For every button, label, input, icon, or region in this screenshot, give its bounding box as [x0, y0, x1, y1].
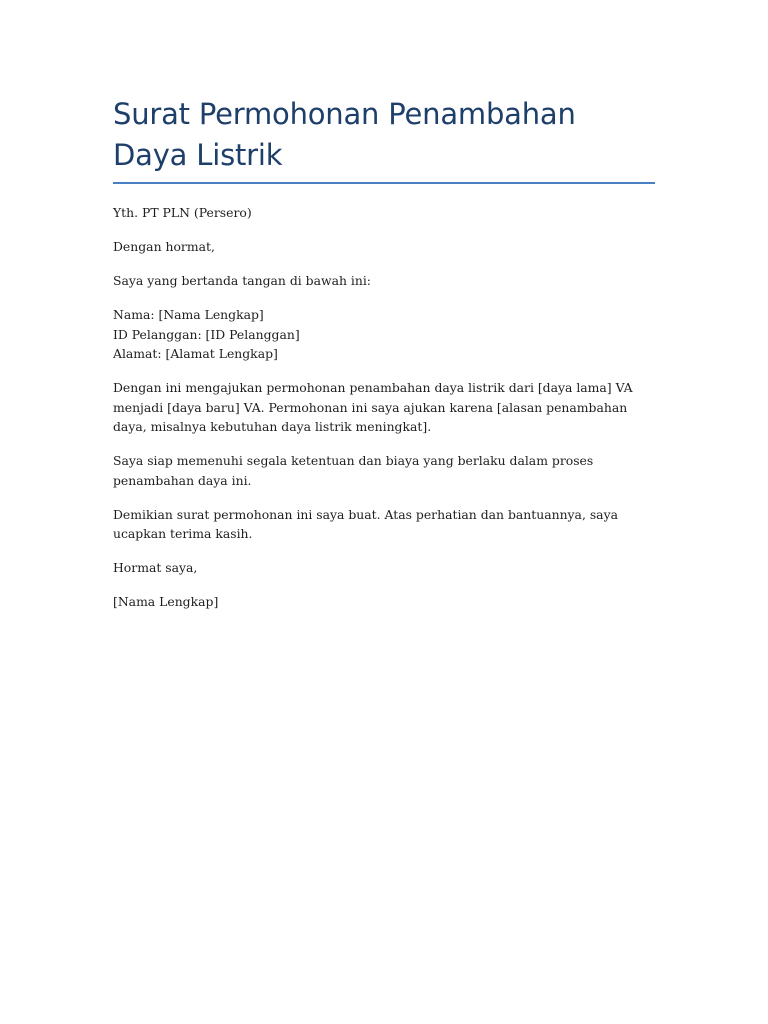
identity-address: Alamat: [Alamat Lengkap] — [113, 346, 278, 361]
recipient-line: Yth. PT PLN (Persero) — [113, 205, 252, 220]
closing-paragraph: Demikian surat permohonan ini saya buat. Atas perhatian dan bantuannya, saya ucapkan terima kasih. — [113, 506, 618, 541]
commitment-paragraph: Saya siap memenuhi segala ketentuan dan biaya yang berlaku dalam proses penambahan daya ini. — [113, 453, 594, 488]
letter-body — [113, 94, 655, 626]
title-underline — [113, 182, 655, 184]
identity-block — [113, 305, 655, 364]
identity-name: Nama: [Nama Lengkap] — [113, 307, 264, 322]
identity-customer-id: ID Pelanggan: [ID Pelanggan] — [113, 326, 300, 342]
request-paragraph: Dengan ini mengajukan permohonan penambahan daya listrik dari [daya lama] VA menjadi [daya baru] VA. Permohonan ini saya ajukan karena [alasan penambahan daya, misalnya kebutuhan daya listrik meningkat]. — [113, 380, 633, 434]
document-title: Surat Permohonan Penambahan Daya Listrik — [113, 97, 576, 172]
sign-off: Hormat saya, — [113, 560, 198, 575]
signature-name: [Nama Lengkap] — [113, 594, 219, 609]
salutation: Dengan hormat, — [113, 239, 215, 254]
intro-line: Saya yang bertanda tangan di bawah ini: — [113, 273, 371, 288]
